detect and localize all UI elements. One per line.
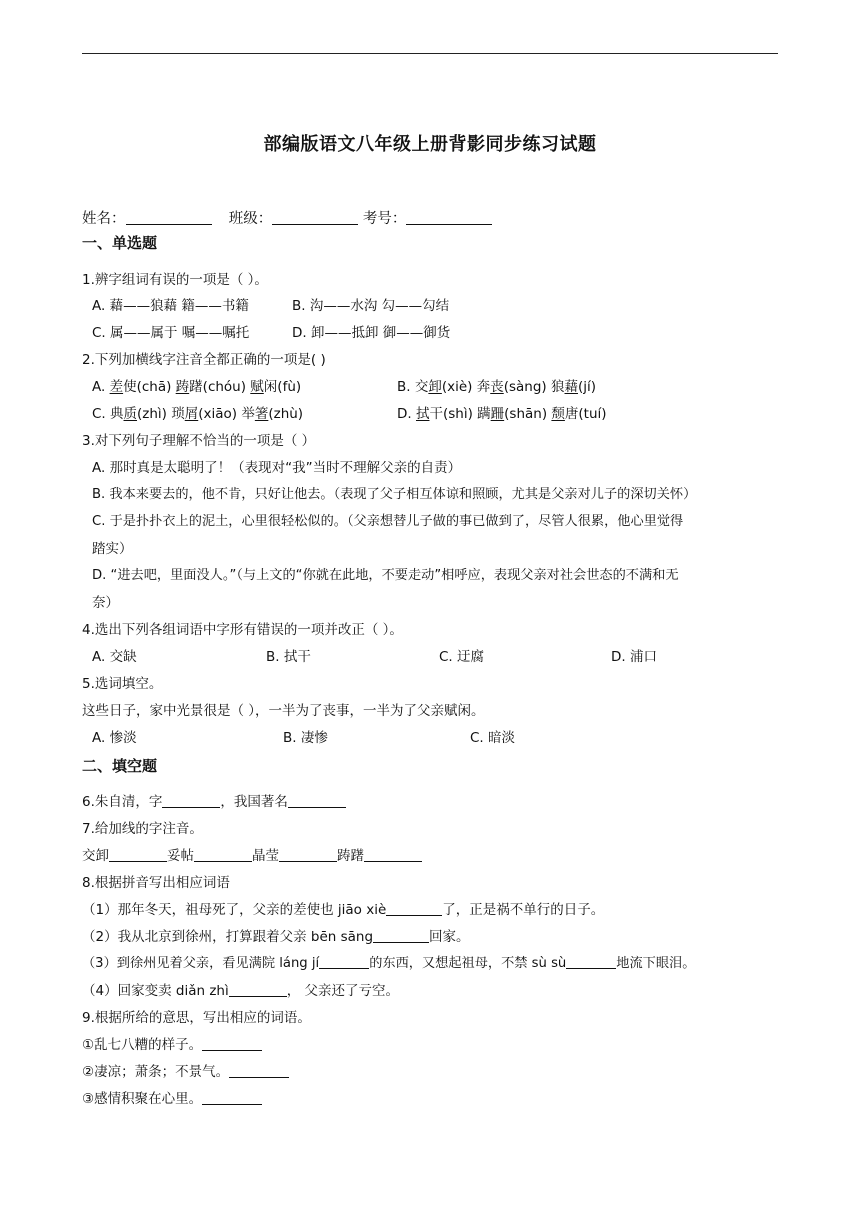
question-text: （1）那年冬天，祖母死了，父亲的差使也 jiāo xiè [82,902,387,918]
answer-blank[interactable] [194,847,252,862]
option-c[interactable]: C. 于是扑扑衣上的泥土，心里很轻松似的。（父亲想替儿子做的事已做到了，尽管人很累，他心里觉得 [92,514,684,529]
question-stem: 2.下列加横线字注音全都正确的一项是( ) [82,352,326,368]
option-text: C. 典 [92,406,124,422]
definition-text: ③感情积聚在心里。 [82,1091,203,1107]
underlined-char: 踌 [175,379,190,395]
name-blank[interactable] [126,210,212,225]
definition-text: ①乱七八糟的样子。 [82,1037,203,1053]
answer-blank[interactable] [202,1036,262,1051]
question-text: ，我国著名 [220,794,288,810]
student-info-row [82,209,492,229]
question-6 [82,792,346,812]
subquestion-1 [82,900,604,920]
answer-blank[interactable] [162,793,220,808]
underlined-char: 赋 [250,379,264,395]
underlined-char: 屑 [184,406,199,422]
definition-item [82,1035,262,1055]
class-label: 班级： [228,211,273,227]
word: 妥帖 [167,848,194,864]
underlined-char: 差 [109,379,124,395]
option-c[interactable]: C. 迂腐 [439,649,485,665]
question-text: 6.朱自清，字 [82,794,163,810]
option-text: 闲(fù) [263,379,302,395]
answer-blank[interactable] [229,1063,289,1078]
option-text: A. [92,379,110,395]
option-text: 躇(chóu) [189,379,251,395]
option-text: (jí) [578,379,597,395]
section-heading: 二、填空题 [82,757,158,775]
answer-blank[interactable] [566,954,616,969]
answer-blank[interactable] [364,847,422,862]
underlined-char: 箸 [254,406,269,422]
question-text: 的东西，又想起祖母，不禁 sù sù [369,956,567,971]
underlined-char: 藉 [564,379,578,395]
question-text: 回家。 [429,929,470,945]
subquestion-2 [82,927,470,947]
question-stem: 4.选出下列各组词语中字形有错误的一项并改正（ ）。 [82,622,403,638]
question-text: 了，正是祸不单行的日子。 [442,902,605,918]
definition-text: ②凄凉；萧条；不景气。 [82,1064,230,1080]
option-a[interactable]: A. 交缺 [92,649,137,665]
option-text: (zhì) 琐 [137,406,185,422]
question-sentence: 这些日子，家中光景很是（ ），一半为了丧事，一半为了父亲赋闲。 [82,703,485,719]
option-a[interactable]: A. 藉——狼藉 籍——书籍 [92,298,249,314]
option-text: 干(shì) 蹒 [429,406,491,422]
question-text: ， 父亲还了亏空。 [286,983,400,999]
page-title: 部编版语文八年级上册背影同步练习试题 [263,134,597,155]
answer-blank[interactable] [229,982,287,997]
subquestion-3 [82,954,695,974]
option-d[interactable]: D. 浦口 [611,649,657,665]
answer-blank[interactable] [279,847,337,862]
question-text: （3）到徐州见着父亲，看见满院 láng jí [82,956,320,971]
option-b[interactable]: B. 沟——水沟 勾——勾结 [292,298,450,314]
question-text: （2）我从北京到徐州，打算跟着父亲 bēn sāng [82,929,374,945]
question-stem: 9.根据所给的意思，写出相应的词语。 [82,1010,311,1026]
question-stem: 3.对下列句子理解不恰当的一项是（ ） [82,433,316,449]
class-blank[interactable] [272,210,358,225]
header-rule [82,53,778,54]
option-b[interactable]: B. 拭干 [266,649,311,665]
option-d[interactable]: D. “进去吧，里面没人。”（与上文的“你就在此地，不要走动”相呼应，表现父亲对社会世态的不满和无 [92,568,679,583]
underlined-char: 质 [123,406,138,422]
option-d-continued: 奈） [92,595,119,611]
option-a[interactable]: A. 惨淡 [92,730,137,746]
question-7-words [82,846,422,866]
option-c[interactable]: C. 暗淡 [470,730,516,746]
subquestion-4 [82,981,399,1001]
answer-blank[interactable] [109,847,167,862]
number-label: 考号： [362,211,407,227]
option-text: 唐(tuí) [564,406,607,422]
option-text: (xiāo) 举 [198,406,255,422]
option-text: (xiè) 奔 [441,379,491,395]
question-stem: 7.给加线的字注音。 [82,821,203,837]
underlined-char: 跚 [490,406,505,422]
name-label: 姓名： [82,211,126,227]
option-a[interactable] [92,377,301,397]
option-text: (zhù) [268,406,304,422]
question-stem: 5.选词填空。 [82,676,163,692]
answer-blank[interactable] [319,954,369,969]
underlined-char: 丧 [490,379,504,395]
option-c-continued: 踏实） [92,541,133,557]
word: 交卸 [82,848,109,864]
answer-blank[interactable] [202,1090,262,1105]
section-heading: 一、单选题 [82,234,158,252]
option-b[interactable]: B. 凄惨 [283,730,328,746]
option-b[interactable] [397,377,596,397]
underlined-char: 颓 [551,406,565,422]
underlined-char: 卸 [428,379,442,395]
answer-blank[interactable] [373,928,429,943]
option-text: (shān) [504,406,552,422]
answer-blank[interactable] [386,901,442,916]
option-c[interactable]: C. 属——属于 嘱——嘱托 [92,325,250,341]
option-text: (sàng) 狼 [503,379,565,395]
definition-item [82,1089,262,1109]
definition-item [82,1062,289,1082]
option-text: 使(chā) [123,379,176,395]
word: 踌躇 [337,848,364,864]
question-stem: 8.根据拼音写出相应词语 [82,875,230,891]
question-text: （4）回家变卖 diǎn zhì [82,983,229,999]
answer-blank[interactable] [288,793,346,808]
option-d[interactable] [397,404,607,424]
option-a[interactable]: A. 那时真是太聪明了！（表现对“我”当时不理解父亲的自责） [92,460,462,476]
option-text: B. 交 [397,379,429,395]
number-blank[interactable] [406,210,492,225]
question-stem: 1.辨字组词有误的一项是（ ）。 [82,272,268,288]
option-c[interactable] [92,404,303,424]
option-text: D. [397,406,416,422]
option-b[interactable]: B. 我本来要去的，他不肯，只好让他去。（表现了父子相互体谅和照顾，尤其是父亲对儿子的深切关怀） [92,487,697,502]
underlined-char: 拭 [415,406,430,422]
question-text: 地流下眼泪。 [616,956,696,971]
word: 晶莹 [252,848,279,864]
option-d[interactable]: D. 卸——抵卸 御——御货 [292,325,451,341]
